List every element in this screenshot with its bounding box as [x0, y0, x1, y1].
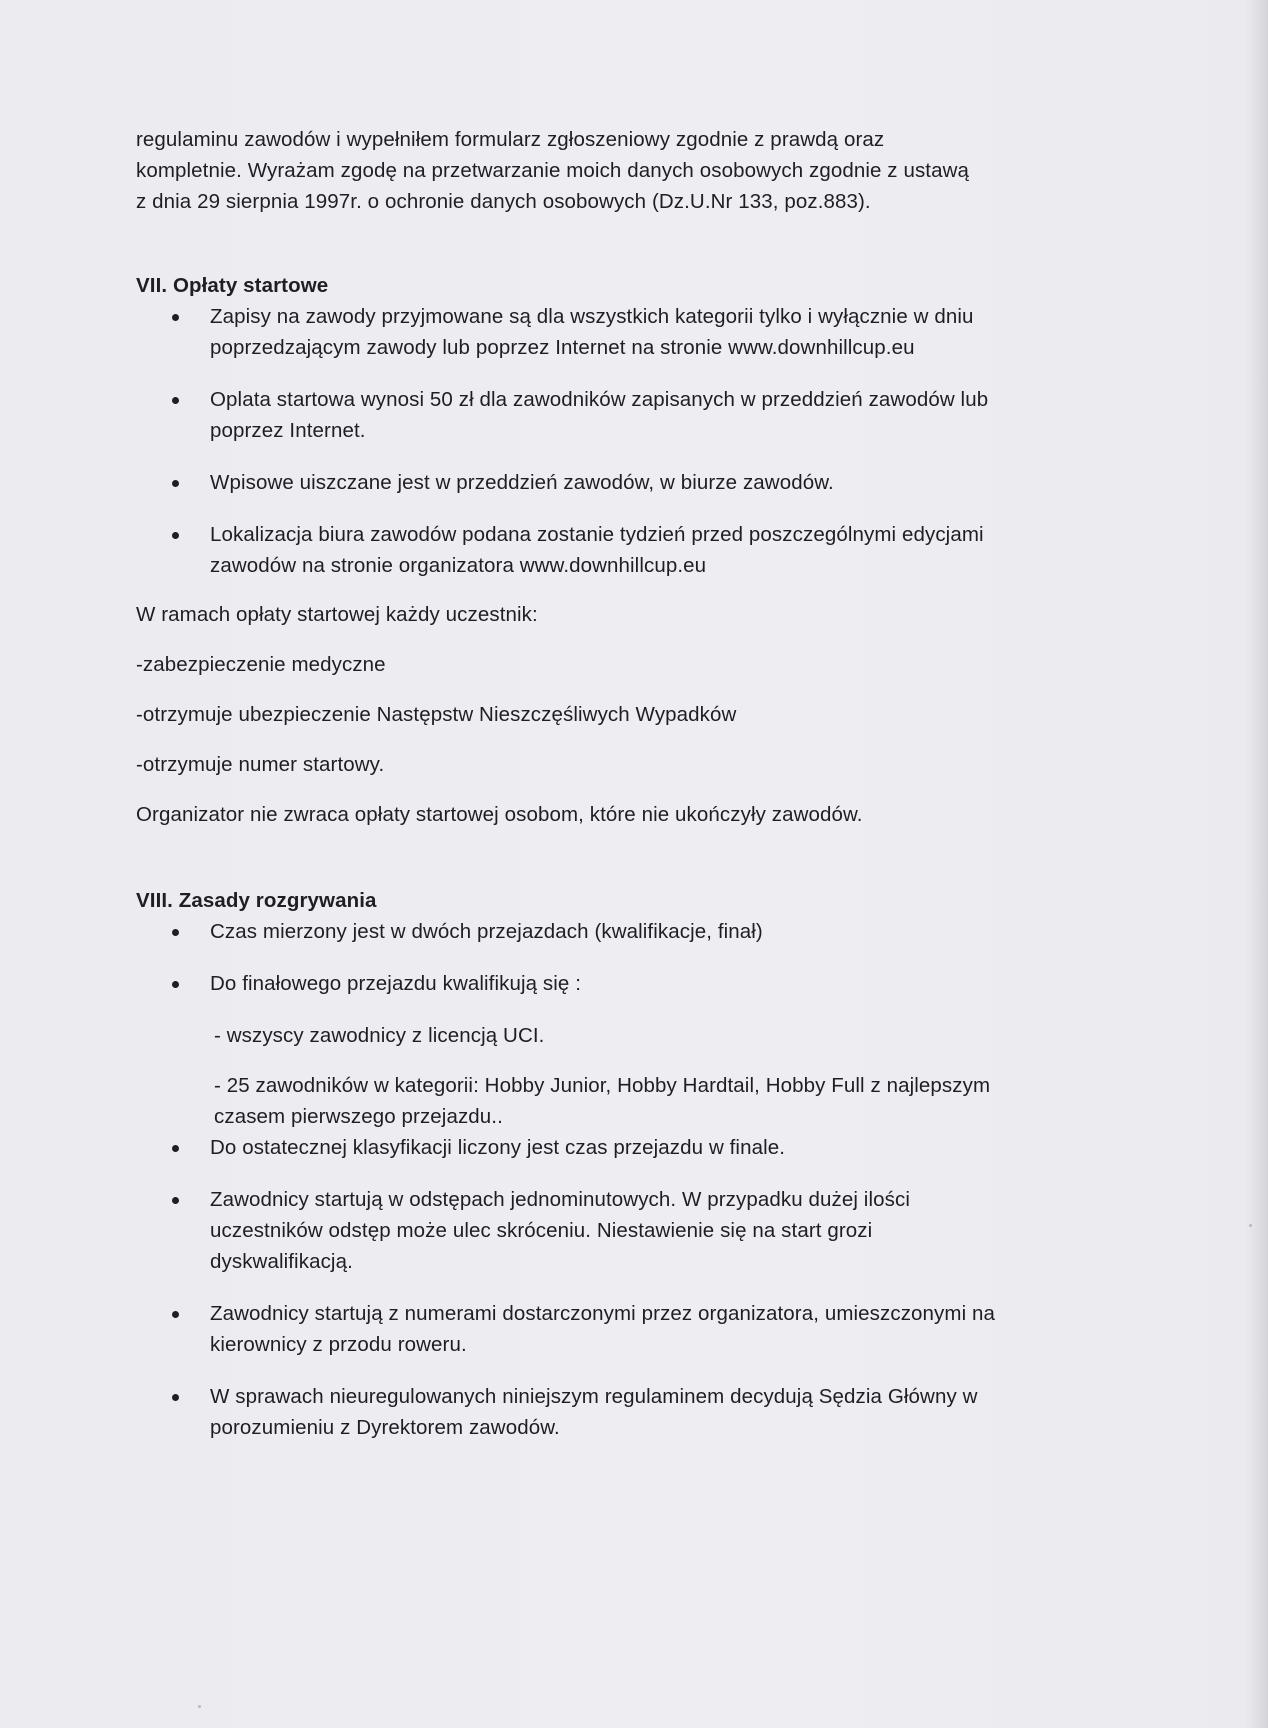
fees-paragraph: -zabezpieczenie medyczne — [136, 653, 386, 676]
sub-item-line: czasem pierwszego przejazdu.. — [214, 1105, 503, 1128]
bullet-icon — [172, 1394, 179, 1401]
bullet-icon — [172, 1145, 179, 1152]
page-edge-shadow — [1244, 0, 1268, 1728]
list-item — [136, 1132, 1136, 1163]
list-item-line: Do ostatecznej klasyfikacji liczony jest czas przejazdu w finale. — [210, 1136, 786, 1159]
sub-item-line: - wszyscy zawodnicy z licencją UCI. — [214, 1024, 545, 1047]
list-item-line: zawodów na stronie organizatora www.downhillcup.eu — [210, 554, 707, 577]
intro-line: kompletnie. Wyrażam zgodę na przetwarzanie moich danych osobowych zgodnie z ustawą — [136, 159, 969, 182]
fees-bullet-list — [136, 301, 1136, 581]
list-item-line: Wpisowe uiszczane jest w przeddzień zawodów, w biurze zawodów. — [210, 471, 834, 494]
qualification-sub-item — [136, 1020, 1136, 1051]
intro-line: regulaminu zawodów i wypełniłem formularz zgłoszeniowy zgodnie z prawdą oraz — [136, 128, 885, 151]
intro-paragraph — [136, 124, 1136, 217]
document-content — [136, 124, 1136, 1443]
list-item-line: Zawodnicy startują z numerami dostarczonymi przez organizatora, umieszczonymi na — [210, 1302, 996, 1325]
list-item-line: poprzedzającym zawody lub poprzez Internet na stronie www.downhillcup.eu — [210, 336, 915, 359]
list-item-line: Zawodnicy startują w odstępach jednominutowych. W przypadku dużej ilości — [210, 1188, 910, 1211]
list-item-line: Oplata startowa wynosi 50 zł dla zawodników zapisanych w przeddzień zawodów lub — [210, 388, 989, 411]
bullet-icon — [172, 981, 179, 988]
list-item — [136, 916, 1136, 947]
rules-bullet-list — [136, 916, 1136, 999]
list-item — [136, 384, 1136, 446]
bullet-icon — [172, 1197, 179, 1204]
list-item-line: poprzez Internet. — [210, 419, 366, 442]
fees-paragraph: Organizator nie zwraca opłaty startowej osobom, które nie ukończyły zawodów. — [136, 803, 863, 826]
list-item-line: Zapisy na zawody przyjmowane są dla wszystkich kategorii tylko i wyłącznie w dniu — [210, 305, 974, 328]
bullet-icon — [172, 532, 179, 539]
fees-paragraph: -otrzymuje ubezpieczenie Następstw Nieszczęśliwych Wypadków — [136, 703, 737, 726]
fees-paragraph: W ramach opłaty startowej każdy uczestnik: — [136, 603, 538, 626]
list-item-line: kierownicy z przodu roweru. — [210, 1333, 467, 1356]
sub-item-line: - 25 zawodników w kategorii: Hobby Junior, Hobby Hardtail, Hobby Full z najlepszym — [214, 1074, 991, 1097]
list-item-line: Lokalizacja biura zawodów podana zostanie tydzień przed poszczególnymi edycjami — [210, 523, 984, 546]
list-item-line: dyskwalifikacją. — [210, 1250, 353, 1273]
list-item-line: uczestników odstęp może ulec skróceniu. Niestawienie się na start grozi — [210, 1219, 873, 1242]
list-item — [136, 1381, 1136, 1443]
section-heading-rules: VIII. Zasady rozgrywania — [136, 889, 377, 912]
scan-speck — [1249, 1224, 1252, 1227]
list-item — [136, 1298, 1136, 1360]
list-item-line: Do finałowego przejazdu kwalifikują się : — [210, 972, 582, 995]
bullet-icon — [172, 480, 179, 487]
list-item — [136, 301, 1136, 363]
list-item — [136, 467, 1136, 498]
list-item-line: W sprawach nieuregulowanych niniejszym regulaminem decydują Sędzia Główny w — [210, 1385, 978, 1408]
list-item — [136, 519, 1136, 581]
intro-line: z dnia 29 sierpnia 1997r. o ochronie danych osobowych (Dz.U.Nr 133, poz.883). — [136, 190, 871, 213]
bullet-icon — [172, 314, 179, 321]
fees-paragraph: -otrzymuje numer startowy. — [136, 753, 385, 776]
rules-bullet-list-continued — [136, 1132, 1136, 1443]
list-item — [136, 968, 1136, 999]
bullet-icon — [172, 397, 179, 404]
list-item — [136, 1184, 1136, 1277]
bullet-icon — [172, 929, 179, 936]
list-item-line: porozumieniu z Dyrektorem zawodów. — [210, 1416, 560, 1439]
section-heading-fees: VII. Opłaty startowe — [136, 274, 329, 297]
bullet-icon — [172, 1311, 179, 1318]
qualification-sub-item — [136, 1070, 1136, 1132]
list-item-line: Czas mierzony jest w dwóch przejazdach (kwalifikacje, finał) — [210, 920, 763, 943]
scan-speck — [198, 1705, 201, 1708]
